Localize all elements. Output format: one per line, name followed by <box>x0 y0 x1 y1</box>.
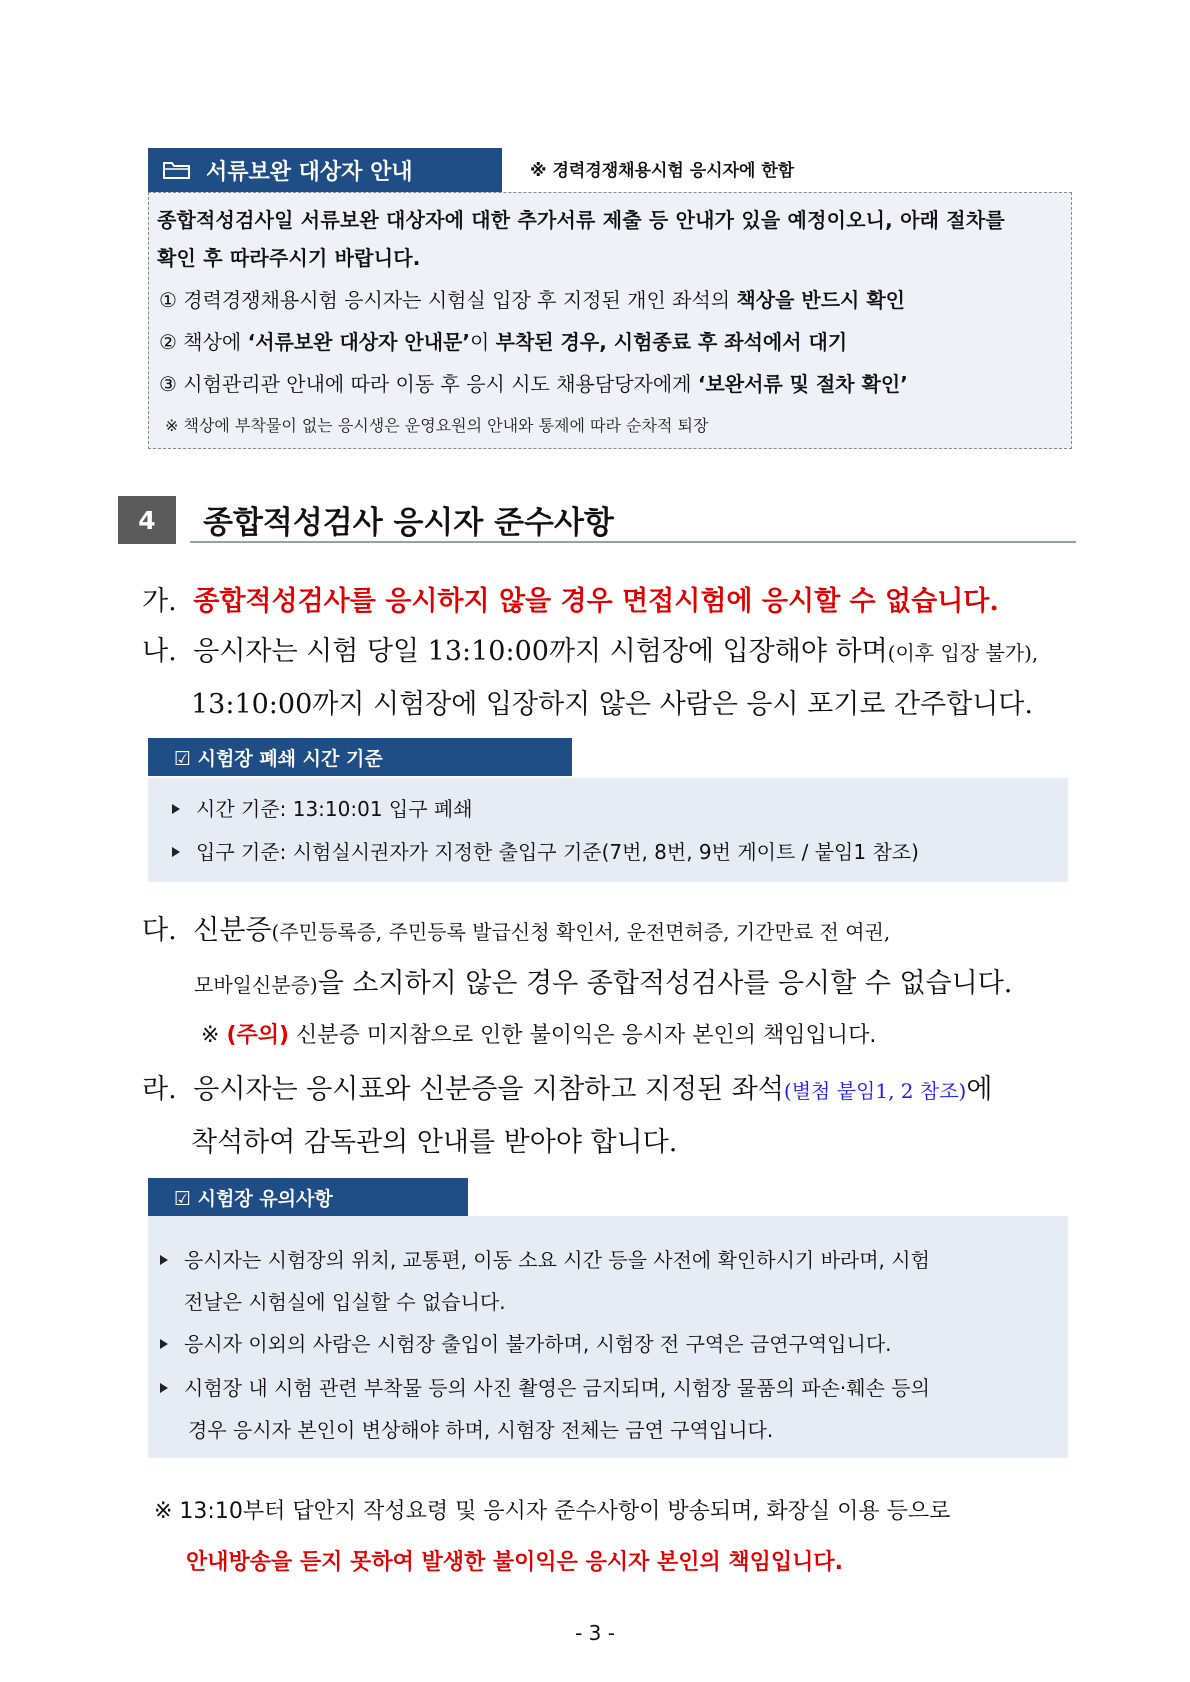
notice-step-3-bold: ‘보완서류 및 절차 확인’ <box>697 372 908 396</box>
section-number: 4 <box>118 496 176 544</box>
notice-step-2-text: ② 책상에 <box>159 330 248 354</box>
notice-intro <box>157 201 1063 277</box>
notice-intro-line1: 종합적성검사일 서류보완 대상자에 대한 추가서류 제출 등 안내가 있을 예정이오니, 아래 절차를 <box>157 208 1005 232</box>
notice-step-2-mid: 이 <box>469 330 496 354</box>
venue-item-2-text: 응시자 이외의 사람은 시험장 출입이 불가하며, 시험장 전 구역은 금연구역입니다. <box>184 1332 892 1356</box>
venue-box <box>148 1216 1068 1458</box>
closing-item-time-text: 시간 기준: 13:10:01 입구 폐쇄 <box>196 797 473 821</box>
notice-tag <box>148 148 502 192</box>
notice-tag-label: 서류보완 대상자 안내 <box>206 159 413 185</box>
venue-item-3-line1: 시험장 내 시험 관련 부착물 등의 사진 촬영은 금지되며, 시험장 물품의 파손·훼손 등의 <box>184 1376 930 1400</box>
notice-step-1 <box>159 284 1063 313</box>
para-da-caution <box>201 1018 876 1049</box>
bullet-icon <box>160 1255 168 1265</box>
para-da-line2 <box>194 961 1012 1000</box>
closing-item-gate-text: 입구 기준: 시험실시권자가 지정한 출입구 기준(7번, 8번, 9번 게이트 / 붙임1 참조) <box>196 840 919 864</box>
footer-note-line2: 안내방송을 듣지 못하여 발생한 불이익은 응시자 본인의 책임입니다. <box>186 1550 844 1575</box>
bullet-icon <box>160 1383 168 1393</box>
para-ra-end: 에 <box>966 1074 993 1105</box>
notice-step-1-text: ① 경력경쟁채용시험 응시자는 시험실 입장 후 지정된 개인 좌석의 <box>159 288 737 312</box>
section-divider <box>190 541 1076 543</box>
para-da-main-2: 을 소지하지 않은 경우 종합적성검사를 응시할 수 없습니다. <box>317 968 1013 999</box>
para-ga <box>142 579 999 618</box>
para-na-small: (이후 입장 불가), <box>887 641 1039 665</box>
para-ra-line2: 착석하여 감독관의 안내를 받아야 합니다. <box>191 1127 678 1158</box>
bullet-icon <box>160 1339 168 1349</box>
venue-item-1-line2: 전날은 시험실에 입실할 수 없습니다. <box>184 1290 506 1314</box>
venue-item-2 <box>160 1328 892 1357</box>
notice-tag-note: ※ 경력경쟁채용시험 응시자에 한함 <box>530 161 795 181</box>
notice-step-2 <box>159 326 1063 355</box>
caution-mark: ※ <box>201 1023 227 1048</box>
caution-text: 신분증 미지참으로 인한 불이익은 응시자 본인의 책임입니다. <box>289 1023 877 1048</box>
venue-item-3-line2: 경우 응시자 본인이 변상해야 하며, 시험장 전체는 금연 구역입니다. <box>188 1418 774 1442</box>
para-na-line1 <box>142 629 1038 668</box>
para-da-small: (주민등록증, 주민등록 발급신청 확인서, 운전면허증, 기간만료 전 여권, <box>271 920 891 944</box>
para-ga-label: 가. <box>142 586 177 617</box>
para-na-main: 응시자는 시험 당일 13:10:00까지 시험장에 입장해야 하며 <box>193 636 888 667</box>
para-da-main: 신분증 <box>193 915 272 946</box>
notice-box <box>148 192 1072 449</box>
notice-step-3-text: ③ 시험관리관 안내에 따라 이동 후 응시 시도 채용담당자에게 <box>159 372 698 396</box>
para-na-label: 나. <box>142 636 177 667</box>
notice-step-3 <box>159 368 1063 397</box>
venue-item-1-line1: 응시자는 시험장의 위치, 교통편, 이동 소요 시간 등을 사전에 확인하시기 바라며, 시험 <box>184 1248 930 1272</box>
venue-item-1 <box>160 1244 930 1273</box>
para-ra-label: 라. <box>142 1074 177 1105</box>
notice-footnote: ※ 책상에 부착물이 없는 응시생은 운영요원의 안내와 통제에 따라 순차적 퇴장 <box>165 416 709 435</box>
closing-item-time <box>172 793 473 822</box>
para-ga-text: 종합적성검사를 응시하지 않을 경우 면접시험에 응시할 수 없습니다. <box>193 586 999 617</box>
bullet-icon <box>172 804 180 814</box>
footer-note-line1: ※ 13:10부터 답안지 작성요령 및 응시자 준수사항이 방송되며, 화장실 이용 등으로 <box>154 1499 951 1524</box>
para-da-small-2: 모바일신분증) <box>194 973 318 997</box>
section-title: 종합적성검사 응시자 준수사항 <box>203 505 614 541</box>
closing-item-gate <box>172 836 919 865</box>
para-na-line2: 13:10:00까지 시험장에 입장하지 않은 사람은 응시 포기로 간주합니다. <box>191 689 1033 720</box>
para-da-line1 <box>142 908 890 947</box>
notice-step-2-bold-b: 부착된 경우, 시험종료 후 좌석에서 대기 <box>495 330 848 354</box>
venue-item-3 <box>160 1372 930 1401</box>
notice-step-2-bold-a: ‘서류보완 대상자 안내문’ <box>247 330 470 354</box>
bullet-icon <box>172 847 180 857</box>
notice-step-1-bold: 책상을 반드시 확인 <box>736 288 905 312</box>
caution-label: (주의) <box>226 1023 290 1048</box>
page-number: - 3 - <box>575 1621 615 1645</box>
para-da-label: 다. <box>142 915 177 946</box>
closing-box-tag: ☑ 시험장 폐쇄 시간 기준 <box>148 738 572 776</box>
folder-icon <box>162 160 192 180</box>
para-ra-line1 <box>142 1067 992 1106</box>
para-ra-reference: (별첨 붙임1, 2 참조) <box>783 1079 967 1103</box>
para-ra-main: 응시자는 응시표와 신분증을 지참하고 지정된 좌석 <box>193 1074 784 1105</box>
notice-intro-line2: 확인 후 따라주시기 바랍니다. <box>157 246 421 270</box>
closing-box <box>148 778 1068 882</box>
venue-box-tag: ☑ 시험장 유의사항 <box>148 1178 468 1216</box>
